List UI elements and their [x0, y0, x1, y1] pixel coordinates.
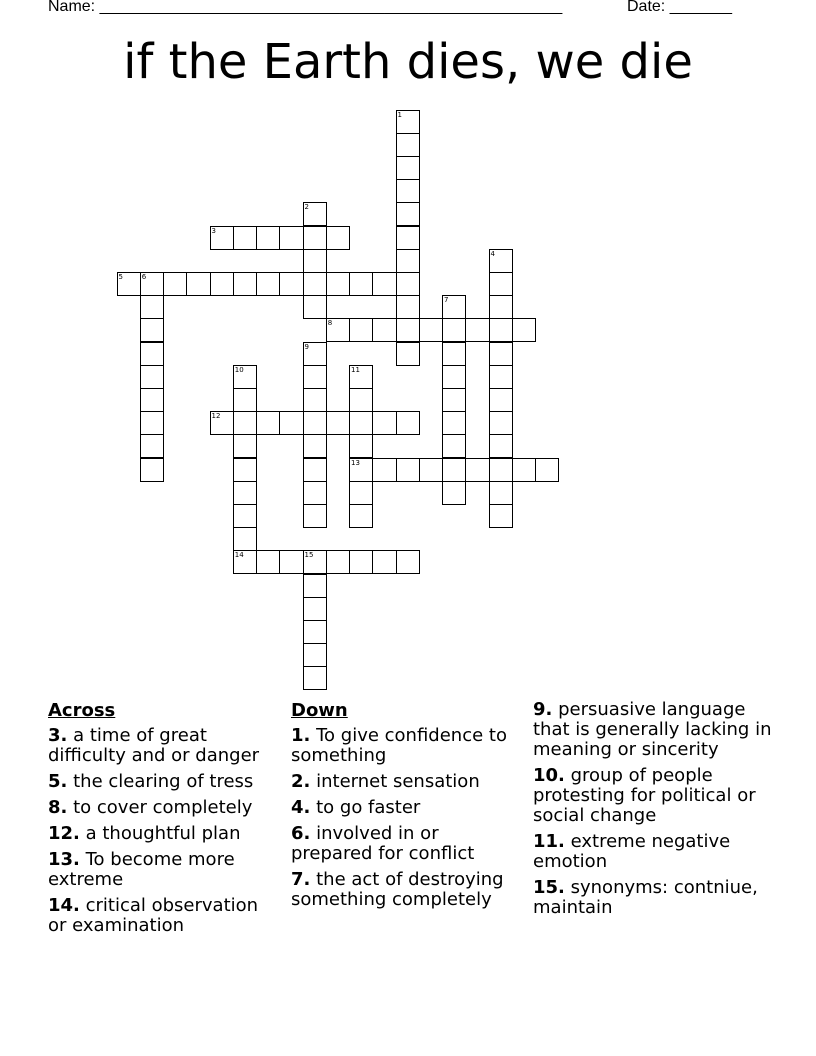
clue-item	[533, 832, 773, 872]
down-clues	[291, 700, 521, 916]
grid-cell[interactable]	[489, 458, 513, 482]
grid-cell[interactable]	[372, 272, 396, 296]
grid-cell[interactable]	[303, 202, 327, 226]
clue-number: 8.	[48, 797, 68, 818]
clue-item	[291, 772, 521, 792]
grid-cell[interactable]	[303, 226, 327, 250]
grid-cell[interactable]	[489, 295, 513, 319]
grid-cell[interactable]	[442, 458, 466, 482]
grid-cell[interactable]	[465, 318, 489, 342]
clue-text: the act of destroying something completely	[291, 869, 504, 910]
grid-cell[interactable]	[372, 550, 396, 574]
cell-number: 8	[327, 319, 333, 328]
cell-number: 12	[211, 412, 221, 421]
grid-cell[interactable]	[140, 388, 164, 412]
grid-cell[interactable]	[489, 318, 513, 342]
clue-number: 6.	[291, 823, 311, 844]
grid-cell[interactable]	[233, 550, 257, 574]
grid-cell[interactable]	[326, 226, 350, 250]
grid-cell[interactable]	[489, 434, 513, 458]
clue-item	[291, 824, 521, 864]
clue-number: 5.	[48, 771, 68, 792]
grid-cell[interactable]	[303, 504, 327, 528]
grid-cell[interactable]	[396, 458, 420, 482]
clue-item	[533, 766, 773, 826]
grid-cell[interactable]	[442, 318, 466, 342]
grid-cell[interactable]	[512, 318, 536, 342]
grid-cell[interactable]	[349, 365, 373, 389]
grid-cell[interactable]	[140, 458, 164, 482]
grid-cell[interactable]	[140, 365, 164, 389]
grid-cell[interactable]	[396, 295, 420, 319]
clue-number: 2.	[291, 771, 311, 792]
grid-cell[interactable]	[349, 504, 373, 528]
cell-number: 11	[351, 365, 360, 374]
grid-cell[interactable]	[210, 226, 234, 250]
grid-cell[interactable]	[349, 272, 373, 296]
clue-text: to cover completely	[67, 797, 253, 818]
clue-item	[48, 824, 278, 844]
grid-cell[interactable]	[372, 458, 396, 482]
grid-cell[interactable]	[303, 295, 327, 319]
grid-cell[interactable]	[442, 295, 466, 319]
clue-text: group of people protesting for political or social change	[533, 765, 756, 826]
grid-cell[interactable]	[140, 434, 164, 458]
grid-cell[interactable]	[303, 481, 327, 505]
grid-cell[interactable]	[303, 574, 327, 598]
grid-cell[interactable]	[279, 226, 303, 250]
clue-number: 11.	[533, 831, 565, 852]
clue-text: critical observation or examination	[48, 895, 259, 936]
grid-cell[interactable]	[140, 342, 164, 366]
clue-number: 7.	[291, 869, 311, 890]
clue-text: to go faster	[310, 797, 421, 818]
grid-cell[interactable]	[442, 481, 466, 505]
cell-number: 6	[141, 272, 147, 281]
grid-cell[interactable]	[396, 226, 420, 250]
grid-cell[interactable]	[303, 550, 327, 574]
grid-cell[interactable]	[512, 458, 536, 482]
grid-cell[interactable]	[349, 434, 373, 458]
grid-cell[interactable]	[326, 272, 350, 296]
grid-cell[interactable]	[326, 550, 350, 574]
grid-cell[interactable]	[396, 156, 420, 180]
grid-cell[interactable]	[256, 550, 280, 574]
grid-cell[interactable]	[279, 272, 303, 296]
grid-cell[interactable]	[396, 272, 420, 296]
grid-cell[interactable]	[396, 179, 420, 203]
clue-item	[48, 850, 278, 890]
grid-cell[interactable]	[396, 110, 420, 134]
across-heading: Across	[48, 700, 116, 721]
grid-cell[interactable]	[233, 458, 257, 482]
clue-number: 14.	[48, 895, 80, 916]
grid-cell[interactable]	[233, 226, 257, 250]
grid-cell[interactable]	[442, 434, 466, 458]
grid-cell[interactable]	[279, 411, 303, 435]
grid-cell[interactable]	[140, 318, 164, 342]
cell-number: 5	[118, 272, 123, 281]
grid-cell[interactable]	[396, 342, 420, 366]
grid-cell[interactable]	[489, 365, 513, 389]
cell-number: 10	[234, 365, 244, 374]
cell-number: 13	[351, 458, 360, 467]
cell-number: 7	[444, 296, 449, 305]
grid-cell[interactable]	[326, 411, 350, 435]
clue-text: extreme negative emotion	[533, 831, 731, 872]
clue-text: a time of great difficulty and or danger	[48, 725, 260, 766]
grid-cell[interactable]	[372, 411, 396, 435]
grid-cell[interactable]	[349, 318, 373, 342]
clue-number: 12.	[48, 823, 80, 844]
date-field-label: Date: _______	[627, 0, 732, 15]
grid-cell[interactable]	[535, 458, 559, 482]
grid-cell[interactable]	[419, 318, 443, 342]
clue-number: 15.	[533, 877, 565, 898]
clue-number: 1.	[291, 725, 311, 746]
grid-cell[interactable]	[489, 249, 513, 273]
grid-cell[interactable]	[303, 643, 327, 667]
cell-number: 15	[304, 551, 314, 560]
clue-item	[48, 726, 278, 766]
clue-item	[533, 878, 773, 918]
grid-cell[interactable]	[349, 388, 373, 412]
grid-cell[interactable]	[489, 481, 513, 505]
grid-cell[interactable]	[210, 411, 234, 435]
cell-number: 4	[490, 249, 495, 258]
grid-cell[interactable]	[233, 434, 257, 458]
grid-cell[interactable]	[256, 226, 280, 250]
grid-cell[interactable]	[303, 249, 327, 273]
grid-cell[interactable]	[233, 481, 257, 505]
grid-cell[interactable]	[210, 272, 234, 296]
clue-item	[533, 700, 773, 760]
grid-cell[interactable]	[419, 458, 443, 482]
clue-text: the clearing of tress	[67, 771, 254, 792]
grid-cell[interactable]	[349, 411, 373, 435]
grid-cell[interactable]	[442, 411, 466, 435]
grid-cell[interactable]	[326, 318, 350, 342]
grid-cell[interactable]	[256, 411, 280, 435]
grid-cell[interactable]	[396, 318, 420, 342]
grid-cell[interactable]	[163, 272, 187, 296]
clue-text: a thoughtful plan	[79, 823, 241, 844]
down-clues-continued	[533, 700, 773, 924]
clue-item	[291, 726, 521, 766]
grid-cell[interactable]	[233, 504, 257, 528]
cell-number: 9	[304, 342, 309, 351]
grid-cell[interactable]	[140, 295, 164, 319]
cell-number: 14	[234, 551, 244, 560]
grid-cell[interactable]	[303, 342, 327, 366]
grid-cell[interactable]	[489, 388, 513, 412]
grid-cell[interactable]	[396, 249, 420, 273]
grid-cell[interactable]	[442, 388, 466, 412]
grid-cell[interactable]	[233, 365, 257, 389]
clue-item	[291, 798, 521, 818]
cell-number: 1	[397, 110, 402, 119]
grid-cell[interactable]	[349, 550, 373, 574]
grid-cell[interactable]	[489, 411, 513, 435]
clue-number: 9.	[533, 699, 553, 720]
grid-cell[interactable]	[372, 318, 396, 342]
grid-cell[interactable]	[489, 504, 513, 528]
clue-text: involved in or prepared for conflict	[291, 823, 475, 864]
clue-number: 4.	[291, 797, 311, 818]
grid-cell[interactable]	[279, 550, 303, 574]
clue-item	[48, 772, 278, 792]
grid-cell[interactable]	[442, 342, 466, 366]
grid-cell[interactable]	[396, 550, 420, 574]
grid-cell[interactable]	[349, 458, 373, 482]
grid-cell[interactable]	[303, 597, 327, 621]
clue-text: internet sensation	[310, 771, 480, 792]
grid-cell[interactable]	[303, 666, 327, 690]
grid-cell[interactable]	[396, 133, 420, 157]
grid-cell[interactable]	[233, 527, 257, 551]
puzzle-title: if the Earth dies, we die	[123, 34, 693, 90]
grid-cell[interactable]	[303, 411, 327, 435]
across-clues	[48, 700, 278, 942]
down-heading: Down	[291, 700, 348, 721]
clue-number: 10.	[533, 765, 565, 786]
grid-cell[interactable]	[303, 458, 327, 482]
grid-cell[interactable]	[233, 388, 257, 412]
grid-cell[interactable]	[303, 434, 327, 458]
grid-cell[interactable]	[140, 411, 164, 435]
clue-text: persuasive language that is generally lacking in meaning or sincerity	[533, 699, 772, 760]
clue-item	[48, 798, 278, 818]
grid-cell[interactable]	[396, 202, 420, 226]
grid-cell[interactable]	[303, 272, 327, 296]
clue-number: 13.	[48, 849, 80, 870]
grid-cell[interactable]	[465, 458, 489, 482]
cell-number: 3	[211, 226, 216, 235]
grid-cell[interactable]	[349, 481, 373, 505]
grid-cell[interactable]	[233, 411, 257, 435]
grid-cell[interactable]	[140, 272, 164, 296]
clue-item	[48, 896, 278, 936]
clue-text: To give confidence to something	[291, 725, 507, 766]
clue-number: 3.	[48, 725, 68, 746]
name-field-label: Name: ____________________________________________________	[48, 0, 563, 15]
grid-cell[interactable]	[233, 272, 257, 296]
cell-number: 2	[304, 203, 309, 212]
grid-cell[interactable]	[489, 272, 513, 296]
grid-cell[interactable]	[303, 388, 327, 412]
grid-cell[interactable]	[442, 365, 466, 389]
grid-cell[interactable]	[256, 272, 280, 296]
grid-cell[interactable]	[303, 365, 327, 389]
grid-cell[interactable]	[303, 620, 327, 644]
grid-cell[interactable]	[489, 342, 513, 366]
grid-cell[interactable]	[186, 272, 210, 296]
clue-item	[291, 870, 521, 910]
clue-text: To become more extreme	[48, 849, 235, 890]
clue-text: synonyms: contniue, maintain	[533, 877, 758, 918]
grid-cell[interactable]	[396, 411, 420, 435]
grid-cell[interactable]	[117, 272, 141, 296]
